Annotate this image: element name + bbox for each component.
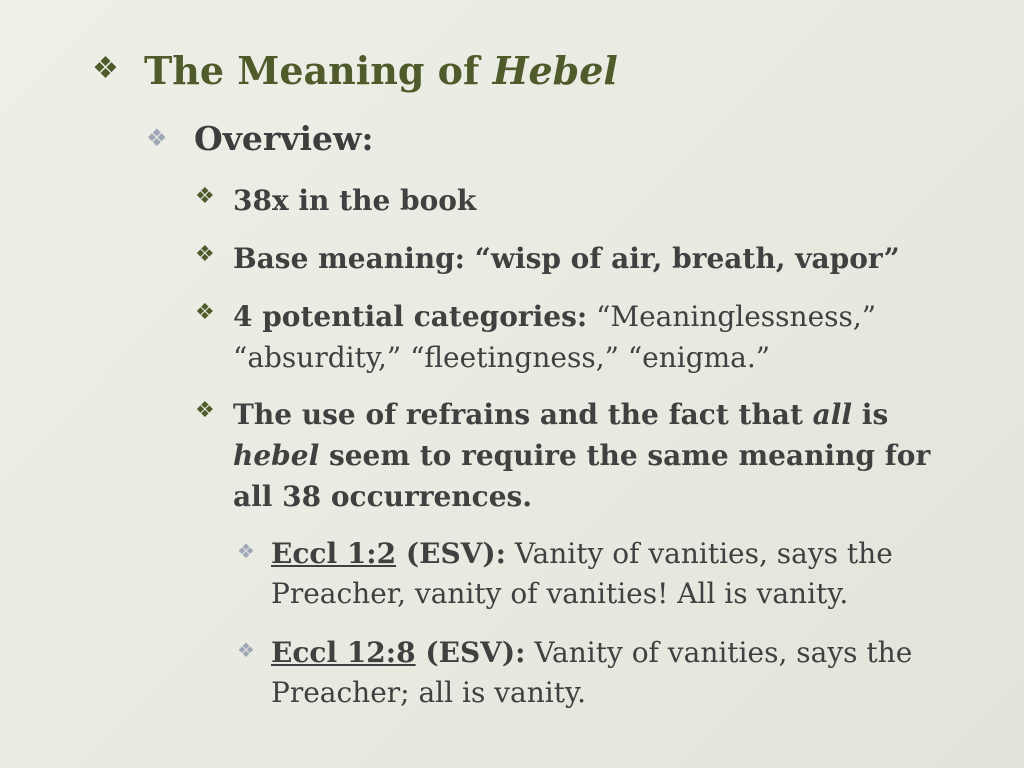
diamond-bullet-icon: ❖ <box>146 124 168 152</box>
verse-body: Vanity of vanities, says the Preacher, vanity of vanities! All is vanity. <box>271 537 893 610</box>
diamond-bullet-icon: ❖ <box>237 539 255 563</box>
item-part: The use of refrains and the fact that <box>233 398 813 431</box>
item-text: 38x in the book <box>233 184 477 217</box>
list-item <box>195 238 955 279</box>
title-italic: Hebel <box>492 48 618 93</box>
list-item <box>195 296 955 378</box>
diamond-bullet-icon: ❖ <box>237 638 255 662</box>
verse-item <box>237 633 957 713</box>
item-text <box>233 296 955 378</box>
item-text <box>233 394 955 517</box>
diamond-bullet-icon: ❖ <box>195 242 215 267</box>
verse-reference-link[interactable]: Eccl 1:2 <box>271 537 397 570</box>
verse-version: (ESV): <box>415 636 526 669</box>
verse-version: (ESV): <box>396 537 506 570</box>
list-item <box>195 180 955 221</box>
item-bold-label: 4 potential categories: <box>233 300 588 333</box>
item-part: is <box>852 398 889 431</box>
diamond-bullet-icon: ❖ <box>195 300 215 325</box>
slide-title <box>144 46 618 95</box>
verse-item <box>237 534 957 614</box>
item-italic: hebel <box>233 439 320 472</box>
verse-text <box>271 633 957 713</box>
list-item <box>195 394 955 517</box>
verse-reference-link[interactable]: Eccl 12:8 <box>271 636 416 669</box>
item-italic: all <box>812 398 853 431</box>
overview-heading: Overview: <box>194 119 374 158</box>
diamond-bullet-icon: ❖ <box>195 398 215 423</box>
item-rest: “Meaninglessness,” “absurdity,” “fleetingness,” “enigma.” <box>233 300 877 374</box>
slide-title-row <box>92 46 618 95</box>
title-prefix: The Meaning of <box>144 48 493 93</box>
item-part: seem to require the same meaning for all 38 occurrences. <box>233 439 931 513</box>
diamond-bullet-icon: ❖ <box>92 51 119 86</box>
verse-body: Vanity of vanities, says the Preacher; all is vanity. <box>271 636 913 709</box>
diamond-bullet-icon: ❖ <box>195 184 215 209</box>
verse-text <box>271 534 957 614</box>
overview-row <box>146 118 374 161</box>
item-text: Base meaning: “wisp of air, breath, vapor” <box>233 242 900 275</box>
